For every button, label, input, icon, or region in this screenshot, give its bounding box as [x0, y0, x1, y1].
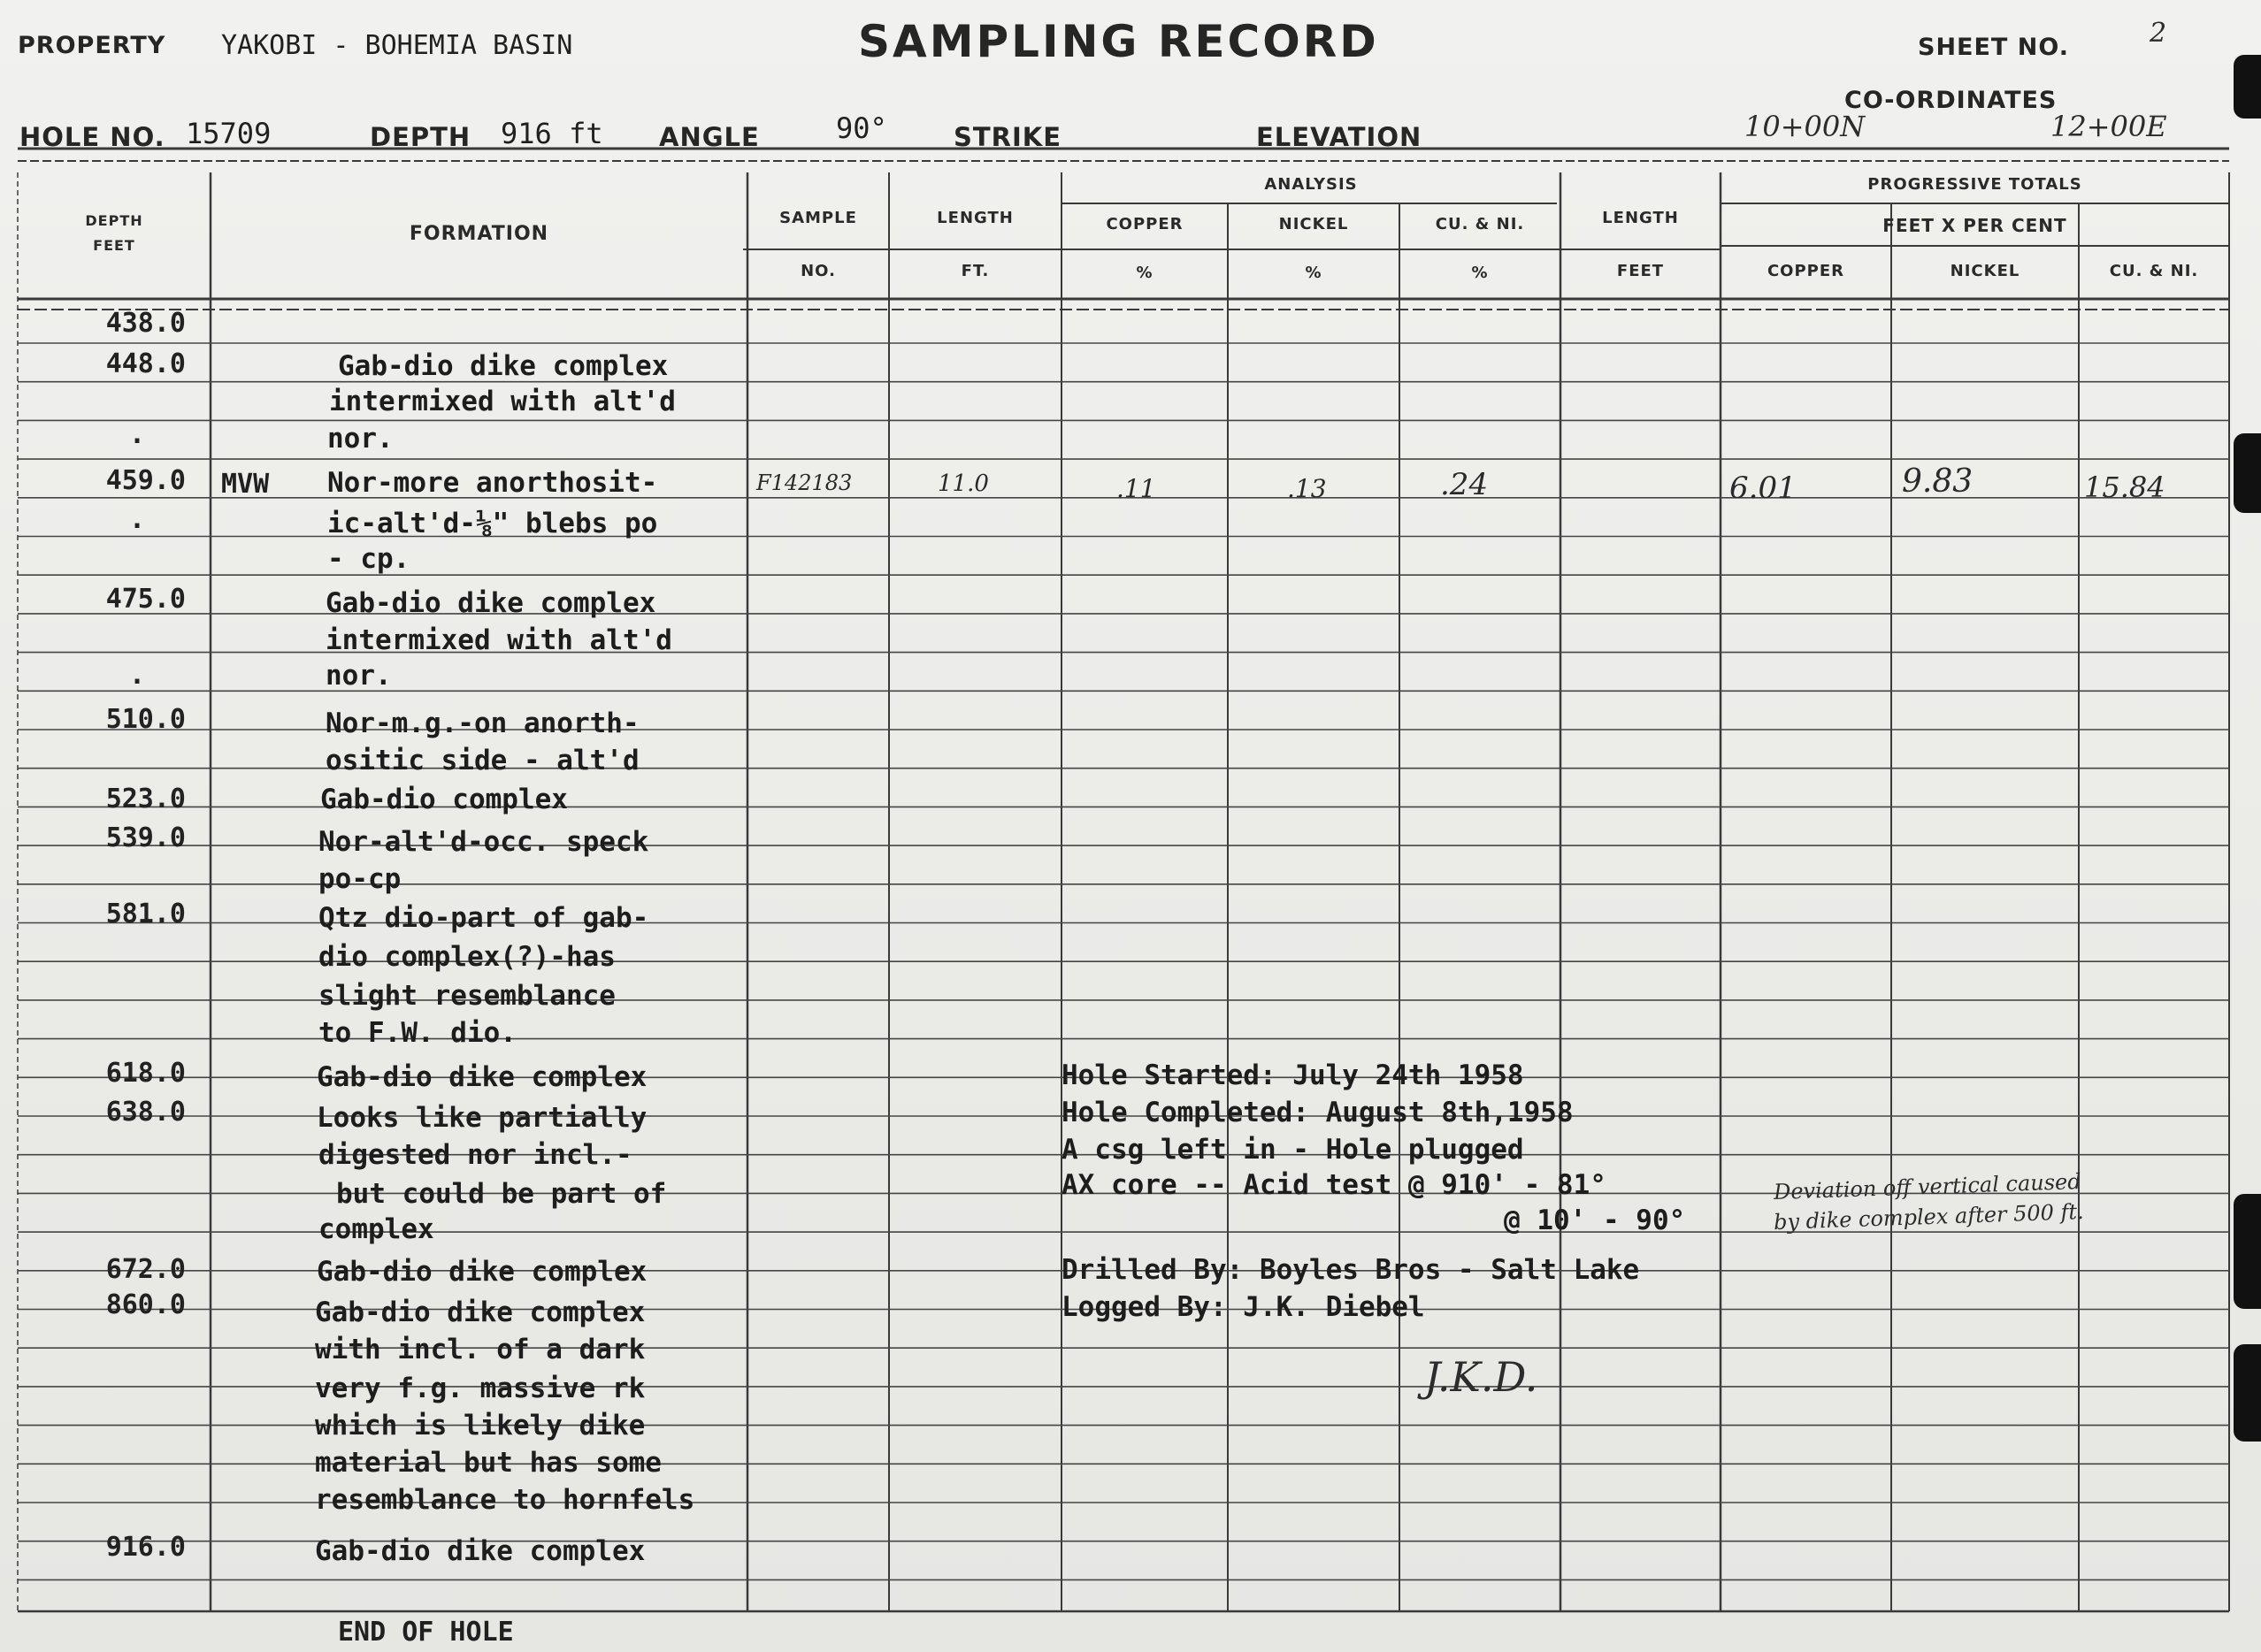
angle-label: ANGLE: [659, 122, 760, 152]
formation-510-line1: Nor-m.g.-on anorth-: [326, 707, 640, 739]
formation-581-line2: dio complex(?)-has: [318, 941, 616, 973]
strike-label: STRIKE: [954, 122, 1062, 152]
deviation-note-line1: Deviation off vertical caused: [1773, 1168, 2082, 1205]
formation-539-line1: Nor-alt'd-occ. speck: [318, 826, 649, 858]
depth-916: 916.0: [105, 1532, 186, 1563]
depth-dot-3: .: [128, 660, 146, 691]
col-cuni-header: CU. & NI.: [1435, 215, 1525, 233]
formation-459-line3: - cp.: [327, 543, 410, 575]
progressive-cuni: 15.84: [2084, 470, 2165, 504]
property-label: PROPERTY: [18, 32, 166, 59]
depth-475: 475.0: [105, 584, 186, 615]
sample-number: F142183: [756, 470, 853, 495]
sample-length: 11.0: [938, 470, 989, 497]
formation-510-line2: ositic side - alt'd: [326, 745, 640, 776]
col-prog-nickel: NICKEL: [1950, 262, 2020, 280]
depth-dot-1: .: [128, 419, 146, 450]
nickel-percent: .13: [1287, 474, 1327, 503]
col-length2-header: LENGTH: [1602, 209, 1679, 227]
depth-dot-2: .: [128, 504, 146, 535]
col-sample-unit: NO.: [801, 262, 836, 280]
formation-638-line3: but could be part of: [336, 1178, 667, 1210]
hole-number: 15709: [186, 117, 272, 150]
formation-672-line1: Gab-dio dike complex: [317, 1256, 648, 1288]
sheet-label: SHEET NO.: [1918, 34, 2069, 61]
depth-label: DEPTH: [370, 122, 471, 152]
depth-448: 448.0: [105, 348, 186, 379]
formation-581-line1: Qtz dio-part of gab-: [318, 902, 649, 934]
formation-459-line1: Nor-more anorthosit-: [327, 467, 658, 499]
binder-clip-mark: [2234, 55, 2261, 119]
coordinate-east: 12+00E: [2050, 110, 2167, 143]
binder-clip-mark: [2234, 1344, 2261, 1442]
col-copper-header: COPPER: [1106, 215, 1184, 233]
formation-448-line2: intermixed with alt'd: [329, 386, 676, 417]
col-length2-unit: FEET: [1616, 262, 1665, 280]
elevation-label: ELEVATION: [1256, 122, 1422, 152]
col-sample-header: SAMPLE: [779, 209, 857, 227]
col-length-unit: FT.: [961, 262, 990, 280]
col-prog-cuni: CU. & NI.: [2109, 262, 2199, 280]
progressive-copper: 6.01: [1729, 470, 1797, 506]
formation-581-line3: slight resemblance: [318, 980, 616, 1012]
col-nickel-header: NICKEL: [1278, 215, 1349, 233]
formation-860-line3: very f.g. massive rk: [315, 1373, 646, 1404]
col-progressive-header: PROGRESSIVE TOTALS: [1867, 175, 2082, 194]
hole-label: HOLE NO.: [19, 122, 165, 152]
formation-638-line2: digested nor incl.-: [318, 1139, 632, 1171]
formation-638-line1: Looks like partially: [317, 1102, 648, 1134]
logger-initials: MVW: [221, 469, 270, 500]
depth-438: 438.0: [105, 308, 186, 339]
property-value: YAKOBI - BOHEMIA BASIN: [221, 30, 573, 61]
formation-860-line6: resemblance to hornfels: [315, 1484, 695, 1516]
col-copper-unit: %: [1136, 264, 1153, 282]
depth-618: 618.0: [105, 1058, 186, 1089]
page-title: SAMPLING RECORD: [858, 16, 1379, 67]
depth-539: 539.0: [105, 822, 186, 853]
depth-510: 510.0: [105, 704, 186, 735]
note-acid-test-1: AX core -- Acid test @ 910' - 81°: [1062, 1169, 1606, 1201]
formation-860-line2: with incl. of a dark: [315, 1334, 646, 1365]
note-casing: A csg left in - Hole plugged: [1062, 1134, 1524, 1166]
note-drilled-by: Drilled By: Boyles Bros - Salt Lake: [1062, 1254, 1640, 1286]
depth-638: 638.0: [105, 1097, 186, 1128]
formation-581-line4: to F.W. dio.: [318, 1017, 517, 1049]
binder-clip-mark: [2234, 433, 2261, 513]
formation-860-line5: material but has some: [315, 1447, 662, 1479]
formation-860-line1: Gab-dio dike complex: [315, 1296, 646, 1328]
depth-581: 581.0: [105, 899, 186, 929]
sheet-number: 2: [2150, 18, 2167, 49]
handwritten-initials: J.K.D.: [1424, 1353, 1538, 1401]
note-hole-completed: Hole Completed: August 8th,1958: [1062, 1097, 1574, 1128]
depth-459: 459.0: [105, 465, 186, 496]
cuni-percent: .24: [1440, 467, 1489, 502]
formation-475-line1: Gab-dio dike complex: [326, 587, 656, 619]
formation-448-line1: Gab-dio dike complex: [338, 350, 669, 382]
col-nickel-unit: %: [1305, 264, 1322, 282]
col-feet-x-percent: FEET X PER CENT: [1882, 215, 2067, 236]
col-depth-unit: FEET: [93, 237, 135, 254]
formation-475-line2: intermixed with alt'd: [326, 624, 672, 656]
col-length-header: LENGTH: [937, 209, 1014, 227]
deviation-note-line2: by dike complex after 500 ft.: [1773, 1198, 2085, 1235]
coordinates-label: CO-ORDINATES: [1844, 87, 2058, 114]
depth-523: 523.0: [105, 784, 186, 815]
col-formation-header: FORMATION: [409, 223, 549, 245]
formation-475-line3: nor.: [326, 660, 392, 692]
depth-672: 672.0: [105, 1254, 186, 1285]
formation-539-line2: po-cp: [318, 863, 402, 895]
formation-523-line1: Gab-dio complex: [320, 784, 568, 815]
progressive-nickel: 9.83: [1902, 463, 1974, 500]
col-cuni-unit: %: [1471, 264, 1489, 282]
formation-860-line4: which is likely dike: [315, 1410, 646, 1442]
note-hole-started: Hole Started: July 24th 1958: [1062, 1059, 1524, 1091]
col-prog-copper: COPPER: [1767, 262, 1845, 280]
col-analysis-header: ANALYSIS: [1264, 175, 1358, 194]
depth-860: 860.0: [105, 1289, 186, 1320]
formation-448-line3: nor.: [327, 423, 394, 455]
angle-value: 90°: [836, 111, 887, 145]
formation-916-line1: Gab-dio dike complex: [315, 1535, 646, 1567]
note-acid-test-2: @ 10' - 90°: [1504, 1205, 1686, 1236]
copper-percent: .11: [1116, 474, 1156, 503]
binder-clip-mark: [2234, 1194, 2261, 1309]
coordinate-north: 10+00N: [1744, 110, 1866, 143]
col-depth-header: DEPTH: [85, 212, 143, 229]
formation-618-line1: Gab-dio dike complex: [317, 1061, 648, 1093]
formation-638-line4: complex: [318, 1213, 434, 1245]
formation-459-line2: ic-alt'd-⅛" blebs po: [327, 508, 658, 539]
depth-value: 916 ft: [501, 117, 603, 150]
end-of-hole: END OF HOLE: [338, 1617, 514, 1648]
note-logged-by: Logged By: J.K. Diebel: [1062, 1291, 1425, 1323]
